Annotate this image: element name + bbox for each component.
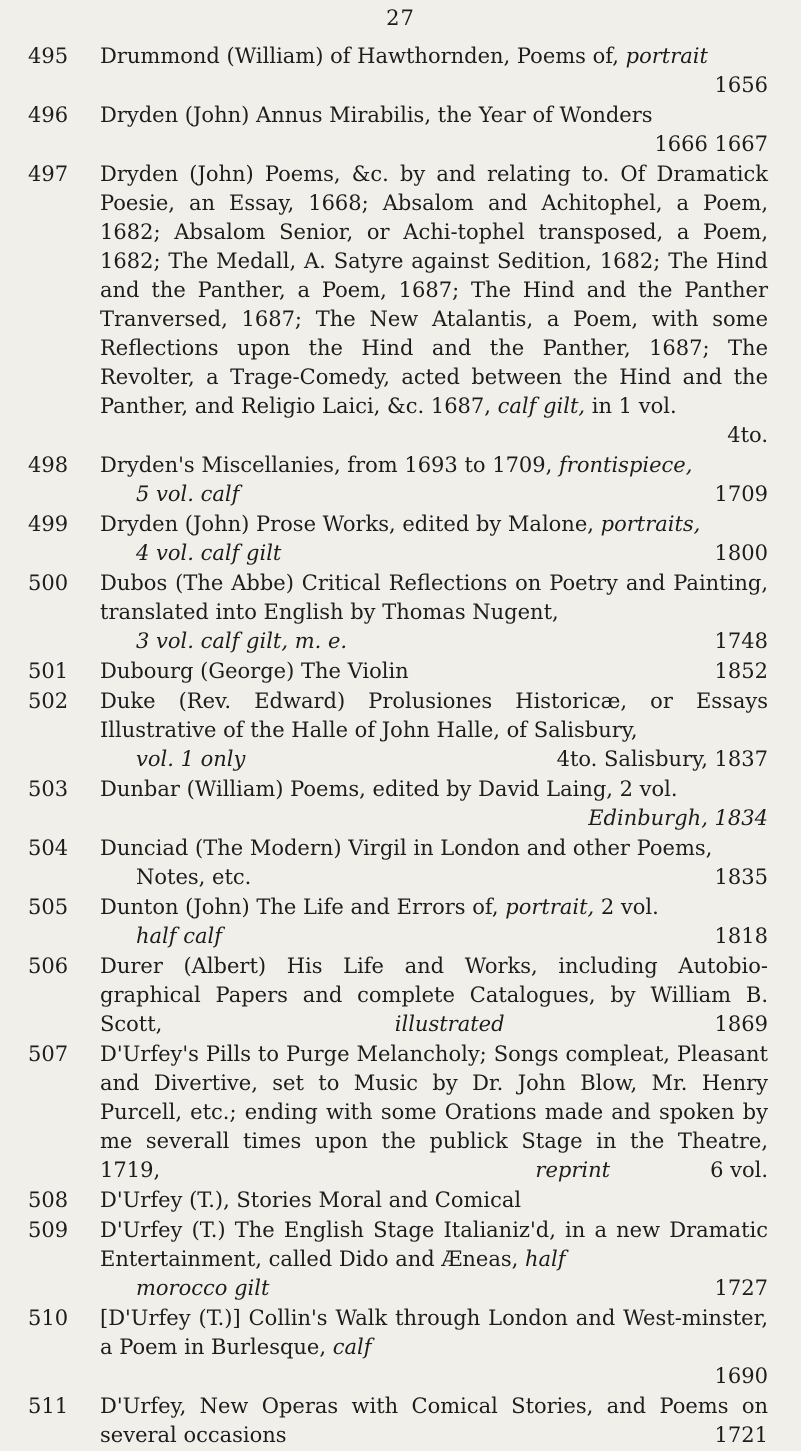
lot-number: 509 [28, 1218, 69, 1242]
entry-date: 1800 [714, 541, 768, 565]
lot-number: 505 [28, 895, 69, 919]
entry-date: Edinburgh, 1834 [588, 806, 768, 830]
lot-number: 508 [28, 1188, 69, 1212]
entry-binding: reprint [535, 1158, 611, 1182]
catalogue-entry [28, 1392, 768, 1450]
entry-description: Dryden's Miscellanies, from 1693 to 1709, frontispiece, 5 vol. calf 1709 [100, 451, 768, 509]
lot-number: 502 [28, 689, 69, 713]
catalogue-entry [28, 952, 768, 1039]
entry-date: 1727 [714, 1276, 768, 1300]
page-number: 27 [386, 6, 415, 30]
lot-number: 495 [28, 44, 69, 68]
entry-date: 4to. Salisbury, 1837 [556, 747, 768, 771]
lot-number: 497 [28, 162, 69, 186]
catalogue-entry [28, 1216, 768, 1303]
entry-format: 4to. [727, 423, 768, 447]
entry-binding: vol. 1 only [136, 747, 246, 771]
entry-date: 1721 [714, 1423, 768, 1447]
entry-description: Dubourg (George) The Violin 1852 [100, 657, 768, 686]
catalogue-list [28, 42, 768, 1451]
lot-number: 498 [28, 453, 69, 477]
catalogue-entry [28, 451, 768, 509]
catalogue-entry [28, 687, 768, 774]
entry-date: 1666 1667 [654, 132, 768, 156]
entry-binding: 4 vol. calf gilt [136, 541, 282, 565]
entry-date: 1748 [714, 629, 768, 653]
catalogue-entry [28, 101, 768, 159]
entry-date: 1690 [714, 1364, 768, 1388]
lot-number: 507 [28, 1042, 69, 1066]
entry-description: [D'Urfey (T.)] Collin's Walk through London and West-minster, a Poem in Burlesque, calf 1690 [100, 1304, 768, 1391]
catalogue-entry [28, 1040, 768, 1185]
entry-date: 1656 [714, 73, 768, 97]
entry-description: Dubos (The Abbe) Critical Reflections on Poetry and Painting, translated into English by Thomas Nugent, 3 vol. calf gilt, m. e. 1748 [100, 569, 768, 656]
lot-number: 504 [28, 836, 69, 860]
entry-description: D'Urfey's Pills to Purge Melancholy; Songs compleat, Pleasant and Divertive, set to Music by Dr. John Blow, Mr. Henry Purcell, etc.; ending with some Orations made and spoken by me severall times upon the publick Stage in the Theatre, 1719, reprint 6 vol. [100, 1040, 768, 1185]
entry-description: Duke (Rev. Edward) Prolusiones Historicæ, or Essays Illustrative of the Halle of John Halle, of Salisbury, vol. 1 only 4to. Salisbury, 1837 [100, 687, 768, 774]
lot-number: 506 [28, 954, 69, 978]
entry-binding: Notes, etc. [136, 865, 252, 889]
entry-binding: illustrated [394, 1012, 505, 1036]
catalogue-entry [28, 834, 768, 892]
entry-description: Dunton (John) The Life and Errors of, portrait, 2 vol. half calf 1818 [100, 893, 768, 951]
entry-binding: morocco gilt [136, 1276, 270, 1300]
catalogue-entry [28, 1186, 768, 1215]
entry-date: 1852 [714, 659, 768, 683]
catalogue-entry [28, 893, 768, 951]
lot-number: 499 [28, 512, 69, 536]
entry-date: 1818 [714, 924, 768, 948]
entry-description: D'Urfey (T.) The English Stage Italianiz'd, in a new Dramatic Entertainment, called Dido and Æneas, half morocco gilt 1727 [100, 1216, 768, 1303]
entry-description: Durer (Albert) His Life and Works, including Autobio-graphical Papers and complete Catalogues, by William B. Scott, illustrated 1869 [100, 952, 768, 1039]
catalogue-entry [28, 775, 768, 833]
entry-description: Drummond (William) of Hawthornden, Poems of, portrait 1656 [100, 42, 768, 100]
entry-description: Dunbar (William) Poems, edited by David Laing, 2 vol. Edinburgh, 1834 [100, 775, 768, 833]
entry-date: 1869 [714, 1012, 768, 1036]
catalogue-entry [28, 657, 768, 686]
lot-number: 503 [28, 777, 69, 801]
entry-description: Dryden (John) Prose Works, edited by Malone, portraits, 4 vol. calf gilt 1800 [100, 510, 768, 568]
entry-description: Dryden (John) Poems, &c. by and relating to. Of Dramatick Poesie, an Essay, 1668; Absalom and Achitophel, a Poem, 1682; Absalom Senior, or Achi-tophel transposed, a Poem, 1682; The Medall, A. Satyre against Sedition, 1682; The Hind and the Panther, a Poem, 1687; The Hind and the Panther Tranversed, 1687; The New Atalantis, a Poem, with some Reflections upon the Hind and the Panther, 1687; The Revolter, a Trage-Comedy, acted between the Hind and the Panther, and Religio Laici, &c. 1687, calf gilt, in 1 vol. 4to. [100, 160, 768, 450]
lot-number: 496 [28, 103, 69, 127]
entry-description: D'Urfey (T.), Stories Moral and Comical [100, 1188, 522, 1212]
catalogue-entry [28, 42, 768, 100]
entry-date: 1709 [714, 482, 768, 506]
entry-description: D'Urfey, New Operas with Comical Stories, and Poems on several occasions 1721 [100, 1392, 768, 1450]
entry-binding: 5 vol. calf [136, 482, 240, 506]
catalogue-entry [28, 1304, 768, 1391]
catalogue-entry [28, 160, 768, 450]
entry-format: 6 vol. [710, 1158, 768, 1182]
entry-date: 1835 [714, 865, 768, 889]
entry-description: Dryden (John) Annus Mirabilis, the Year of Wonders 1666 1667 [100, 101, 768, 159]
lot-number: 501 [28, 659, 69, 683]
catalogue-entry [28, 569, 768, 656]
lot-number: 500 [28, 571, 69, 595]
entry-description: Dunciad (The Modern) Virgil in London and other Poems, Notes, etc. 1835 [100, 834, 768, 892]
catalogue-entry [28, 510, 768, 568]
lot-number: 511 [28, 1394, 69, 1418]
lot-number: 510 [28, 1306, 69, 1330]
entry-binding: half calf [136, 924, 222, 948]
entry-binding: 3 vol. calf gilt, m. e. [136, 629, 348, 653]
